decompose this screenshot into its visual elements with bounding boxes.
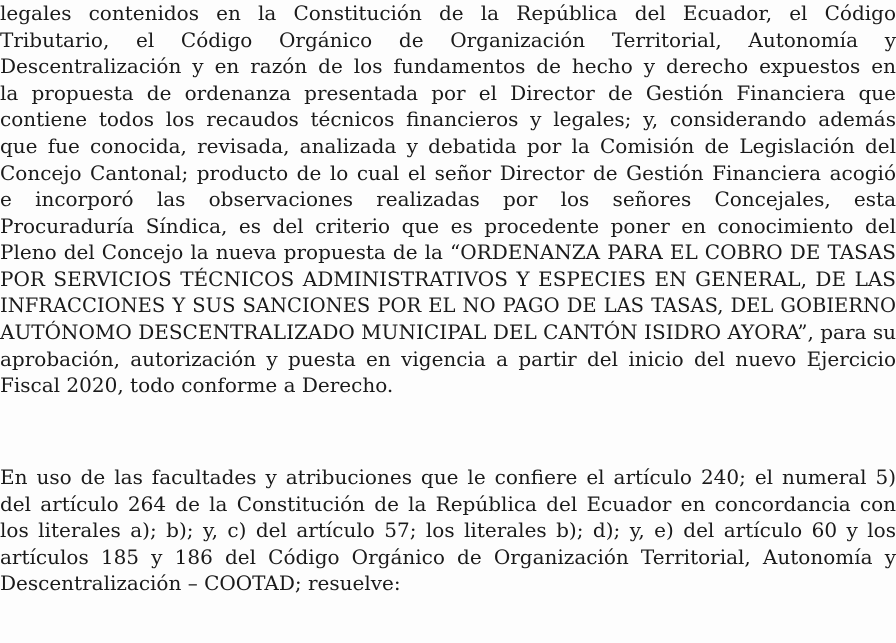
text-line-last: Descentralización – COOTAD; resuelve: — [0, 571, 401, 596]
paragraph-resolution — [0, 464, 896, 597]
text-line: AUTÓNOMO DESCENTRALIZADO MUNICIPAL DEL CANTÓN ISIDRO AYORA”, para su — [0, 320, 896, 345]
text-line: Concejo Cantonal; producto de lo cual el señor Director de Gestión Financiera acogió — [0, 160, 896, 185]
text-line: e incorporó las observaciones realizadas por los señores Concejales, esta — [0, 187, 896, 212]
text-line: la propuesta de ordenanza presentada por el Director de Gestión Financiera que — [0, 80, 896, 105]
text-line: que fue conocida, revisada, analizada y debatida por la Comisión de Legislación del — [0, 133, 896, 158]
text-line: del artículo 264 de la Constitución de la República del Ecuador en concordancia con — [0, 491, 896, 516]
text-line-last: Fiscal 2020, todo conforme a Derecho. — [0, 373, 394, 398]
text-line: contiene todos los recaudos técnicos financieros y legales; y, considerando además — [0, 107, 896, 132]
text-line: legales contenidos en la Constitución de la República del Ecuador, el Código — [0, 1, 896, 25]
text-line: INFRACCIONES Y SUS SANCIONES POR EL NO PAGO DE LAS TASAS, DEL GOBIERNO — [0, 293, 896, 317]
text-line: los literales a); b); y, c) del artículo 57; los literales b); d); y, e) del artículo 60 y los — [0, 518, 896, 543]
text-line: artículos 185 y 186 del Código Orgánico de Organización Territorial, Autonomía y — [0, 544, 896, 569]
text-line: Descentralización y en razón de los fundamentos de hecho y derecho expuestos en — [0, 54, 896, 79]
text-line: Tributario, el Código Orgánico de Organización Territorial, Autonomía y — [0, 27, 896, 52]
text-line: POR SERVICIOS TÉCNICOS ADMINISTRATIVOS Y ESPECIES EN GENERAL, DE LAS — [0, 266, 896, 291]
text-line: En uso de las facultades y atribuciones que le confiere el artículo 240; el numeral 5) — [0, 465, 896, 489]
text-line: Pleno del Concejo la nueva propuesta de la “ORDENANZA PARA EL COBRO DE TASAS — [0, 240, 896, 265]
text-line: Procuraduría Síndica, es del criterio que es procedente poner en conocimiento del — [0, 213, 896, 238]
text-line: aprobación, autorización y puesta en vigencia a partir del inicio del nuevo Ejercicio — [0, 346, 896, 371]
